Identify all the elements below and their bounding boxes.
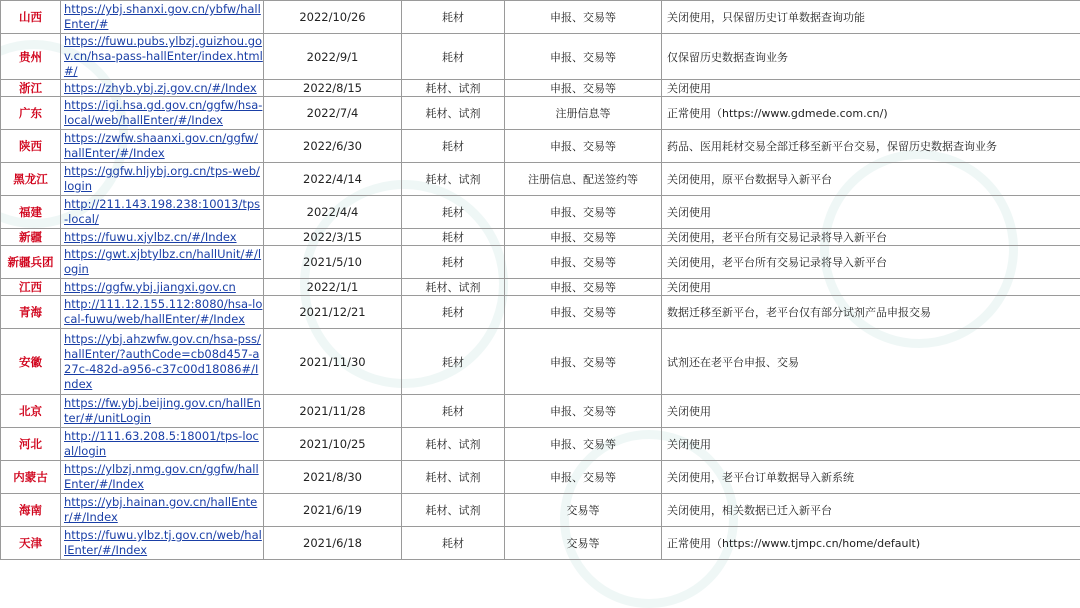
date-cell: 2022/4/4 xyxy=(264,196,402,229)
date-cell: 2022/9/1 xyxy=(264,34,402,80)
url-link[interactable]: https://ylbzj.nmg.gov.cn/ggfw/hallEnter/#/Index xyxy=(64,462,263,492)
url-link[interactable]: https://zwfw.shaanxi.gov.cn/ggfw/hallEnter/#/Index xyxy=(64,131,263,161)
province-cell: 河北 xyxy=(1,428,61,461)
url-cell xyxy=(61,80,264,97)
status-cell: 关闭使用，老平台所有交易记录将导入新平台 xyxy=(662,246,1080,279)
scope-cell: 耗材 xyxy=(402,34,505,80)
status-cell: 关闭使用，原平台数据导入新平台 xyxy=(662,163,1080,196)
date-cell: 2021/11/30 xyxy=(264,329,402,395)
table-row xyxy=(1,34,1080,80)
scope-cell: 耗材 xyxy=(402,395,505,428)
scope-cell: 耗材、试剂 xyxy=(402,80,505,97)
province-cell: 福建 xyxy=(1,196,61,229)
status-cell: 试剂还在老平台申报、交易 xyxy=(662,329,1080,395)
business-cell: 注册信息、配送签约等 xyxy=(505,163,662,196)
url-cell xyxy=(61,461,264,494)
business-cell: 申报、交易等 xyxy=(505,130,662,163)
table-row xyxy=(1,1,1080,34)
url-cell xyxy=(61,329,264,395)
url-cell xyxy=(61,527,264,560)
business-cell: 申报、交易等 xyxy=(505,196,662,229)
business-cell: 申报、交易等 xyxy=(505,80,662,97)
business-cell: 申报、交易等 xyxy=(505,1,662,34)
business-cell: 申报、交易等 xyxy=(505,229,662,246)
date-cell: 2022/3/15 xyxy=(264,229,402,246)
status-cell: 关闭使用 xyxy=(662,428,1080,461)
url-cell xyxy=(61,163,264,196)
scope-cell: 耗材 xyxy=(402,229,505,246)
url-cell xyxy=(61,229,264,246)
date-cell: 2022/4/14 xyxy=(264,163,402,196)
table-row xyxy=(1,527,1080,560)
url-link[interactable]: http://111.12.155.112:8080/hsa-local-fuwu/web/hallEnter/#/Index xyxy=(64,297,263,327)
scope-cell: 耗材 xyxy=(402,527,505,560)
url-cell xyxy=(61,196,264,229)
province-cell: 山西 xyxy=(1,1,61,34)
status-cell: 正常使用（https://www.gdmede.com.cn/) xyxy=(662,97,1080,130)
province-cell: 北京 xyxy=(1,395,61,428)
scope-cell: 耗材、试剂 xyxy=(402,279,505,296)
table-row xyxy=(1,97,1080,130)
status-cell: 药品、医用耗材交易全部迁移至新平台交易，保留历史数据查询业务 xyxy=(662,130,1080,163)
province-cell: 安徽 xyxy=(1,329,61,395)
status-cell: 关闭使用，只保留历史订单数据查询功能 xyxy=(662,1,1080,34)
table-row xyxy=(1,279,1080,296)
business-cell: 申报、交易等 xyxy=(505,296,662,329)
table-row xyxy=(1,130,1080,163)
url-link[interactable]: https://ybj.shanxi.gov.cn/ybfw/hallEnter/# xyxy=(64,2,263,32)
table-row xyxy=(1,229,1080,246)
url-cell xyxy=(61,279,264,296)
date-cell: 2022/1/1 xyxy=(264,279,402,296)
table-row xyxy=(1,296,1080,329)
status-cell: 关闭使用，老平台所有交易记录将导入新平台 xyxy=(662,229,1080,246)
business-cell: 申报、交易等 xyxy=(505,34,662,80)
url-cell xyxy=(61,395,264,428)
business-cell: 申报、交易等 xyxy=(505,461,662,494)
scope-cell: 耗材、试剂 xyxy=(402,494,505,527)
province-cell: 新疆 xyxy=(1,229,61,246)
date-cell: 2021/12/21 xyxy=(264,296,402,329)
scope-cell: 耗材 xyxy=(402,1,505,34)
status-cell: 仅保留历史数据查询业务 xyxy=(662,34,1080,80)
url-link[interactable]: https://fw.ybj.beijing.gov.cn/hallEnter/#/unitLogin xyxy=(64,396,263,426)
province-cell: 天津 xyxy=(1,527,61,560)
province-cell: 内蒙古 xyxy=(1,461,61,494)
province-cell: 黑龙江 xyxy=(1,163,61,196)
url-cell xyxy=(61,1,264,34)
scope-cell: 耗材、试剂 xyxy=(402,97,505,130)
url-link[interactable]: https://fuwu.pubs.ylbzj.guizhou.gov.cn/hsa-pass-hallEnter/index.html#/ xyxy=(64,34,263,79)
date-cell: 2021/5/10 xyxy=(264,246,402,279)
province-cell: 江西 xyxy=(1,279,61,296)
date-cell: 2022/7/4 xyxy=(264,97,402,130)
url-cell xyxy=(61,428,264,461)
scope-cell: 耗材 xyxy=(402,296,505,329)
url-link[interactable]: http://211.143.198.238:10013/tps-local/ xyxy=(64,197,263,227)
business-cell: 申报、交易等 xyxy=(505,279,662,296)
url-link[interactable]: https://ggfw.hljybj.org.cn/tps-web/login xyxy=(64,164,263,194)
status-cell: 正常使用（https://www.tjmpc.cn/home/default) xyxy=(662,527,1080,560)
scope-cell: 耗材 xyxy=(402,329,505,395)
scope-cell: 耗材、试剂 xyxy=(402,461,505,494)
date-cell: 2021/10/25 xyxy=(264,428,402,461)
province-cell: 陕西 xyxy=(1,130,61,163)
date-cell: 2022/8/15 xyxy=(264,80,402,97)
date-cell: 2021/11/28 xyxy=(264,395,402,428)
business-cell: 交易等 xyxy=(505,527,662,560)
province-cell: 广东 xyxy=(1,97,61,130)
url-cell xyxy=(61,130,264,163)
scope-cell: 耗材、试剂 xyxy=(402,163,505,196)
url-link[interactable]: https://ybj.hainan.gov.cn/hallEnter/#/Index xyxy=(64,495,263,525)
status-cell: 关闭使用 xyxy=(662,279,1080,296)
status-cell: 关闭使用 xyxy=(662,196,1080,229)
url-link[interactable]: https://fuwu.xjylbz.cn/#/Index xyxy=(64,230,263,245)
url-link[interactable]: https://fuwu.ylbz.tj.gov.cn/web/hallEnter/#/Index xyxy=(64,528,263,558)
business-cell: 交易等 xyxy=(505,494,662,527)
status-cell: 关闭使用，老平台订单数据导入新系统 xyxy=(662,461,1080,494)
province-cell: 青海 xyxy=(1,296,61,329)
scope-cell: 耗材 xyxy=(402,196,505,229)
province-cell: 浙江 xyxy=(1,80,61,97)
scope-cell: 耗材 xyxy=(402,246,505,279)
table-row xyxy=(1,461,1080,494)
url-link[interactable]: https://igi.hsa.gd.gov.cn/ggfw/hsa-local/web/hallEnter/#/Index xyxy=(64,98,263,128)
status-cell: 关闭使用 xyxy=(662,395,1080,428)
date-cell: 2021/6/19 xyxy=(264,494,402,527)
business-cell: 申报、交易等 xyxy=(505,246,662,279)
url-link[interactable]: http://111.63.208.5:18001/tps-local/login xyxy=(64,429,263,459)
status-cell: 数据迁移至新平台，老平台仅有部分试剂产品申报交易 xyxy=(662,296,1080,329)
table-row xyxy=(1,329,1080,395)
table-row xyxy=(1,163,1080,196)
url-cell xyxy=(61,296,264,329)
date-cell: 2022/10/26 xyxy=(264,1,402,34)
url-link[interactable]: https://gwt.xjbtylbz.cn/hallUnit/#/login xyxy=(64,247,263,277)
business-cell: 申报、交易等 xyxy=(505,395,662,428)
status-cell: 关闭使用，相关数据已迁入新平台 xyxy=(662,494,1080,527)
date-cell: 2021/8/30 xyxy=(264,461,402,494)
url-cell xyxy=(61,97,264,130)
url-cell xyxy=(61,246,264,279)
url-link[interactable]: https://zhyb.ybj.zj.gov.cn/#/Index xyxy=(64,81,263,96)
date-cell: 2021/6/18 xyxy=(264,527,402,560)
province-cell: 海南 xyxy=(1,494,61,527)
url-link[interactable]: https://ggfw.ybj.jiangxi.gov.cn xyxy=(64,280,263,295)
business-cell: 申报、交易等 xyxy=(505,329,662,395)
business-cell: 申报、交易等 xyxy=(505,428,662,461)
table-row xyxy=(1,494,1080,527)
business-cell: 注册信息等 xyxy=(505,97,662,130)
table-row xyxy=(1,395,1080,428)
date-cell: 2022/6/30 xyxy=(264,130,402,163)
url-link[interactable]: https://ybj.ahzwfw.gov.cn/hsa-pss/hallEnter/?authCode=cb08d457-a27c-482d-a956-c37c00d18086#/Index xyxy=(64,332,263,392)
province-cell: 贵州 xyxy=(1,34,61,80)
table-row xyxy=(1,196,1080,229)
scope-cell: 耗材、试剂 xyxy=(402,428,505,461)
table-row xyxy=(1,428,1080,461)
url-cell xyxy=(61,34,264,80)
url-cell xyxy=(61,494,264,527)
scope-cell: 耗材 xyxy=(402,130,505,163)
table-row xyxy=(1,246,1080,279)
table-row xyxy=(1,80,1080,97)
status-cell: 关闭使用 xyxy=(662,80,1080,97)
province-cell: 新疆兵团 xyxy=(1,246,61,279)
